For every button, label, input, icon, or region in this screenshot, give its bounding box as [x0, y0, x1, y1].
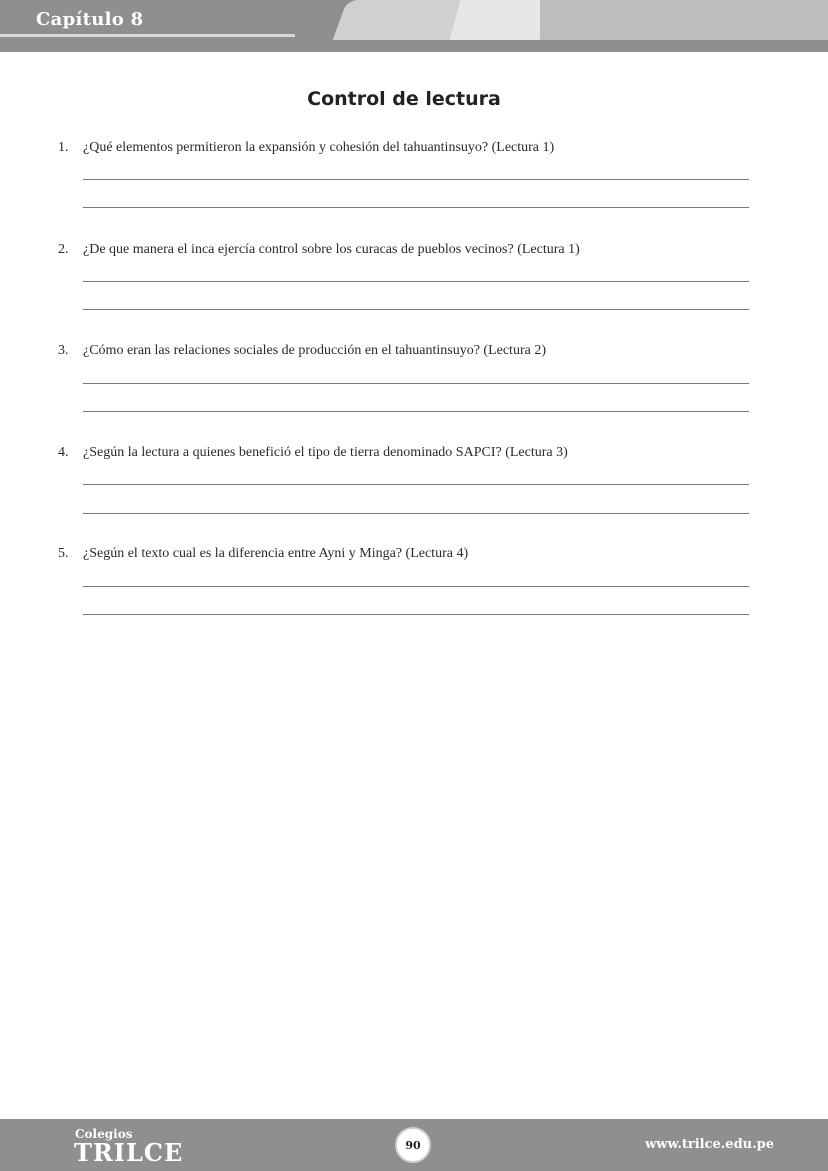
question-number: 5.: [58, 546, 69, 561]
question-number: 2.: [58, 242, 69, 257]
question-body: ¿Según la lectura a quienes benefició el tipo de tierra denominado SAPCI? (Lectura 3): [83, 445, 568, 460]
brand-logo: TRILCE: [74, 1138, 184, 1167]
question-body: ¿Según el texto cual es la diferencia entre Ayni y Minga? (Lectura 4): [83, 546, 469, 561]
question-item: [58, 139, 758, 157]
question-item: [58, 342, 758, 360]
answer-line[interactable]: [83, 484, 749, 485]
answer-line[interactable]: [83, 513, 749, 514]
question-number: 1.: [58, 140, 69, 155]
question-body: ¿Cómo eran las relaciones sociales de producción en el tahuantinsuyo? (Lectura 2): [83, 343, 546, 358]
question-body: ¿Qué elementos permitieron la expansión y cohesión del tahuantinsuyo? (Lectura 1): [83, 140, 555, 155]
page-title: Control de lectura: [307, 88, 501, 110]
question-item: [58, 241, 758, 259]
question-text: [58, 545, 758, 563]
website-link[interactable]: www.trilce.edu.pe: [645, 1137, 774, 1152]
question-number: 3.: [58, 343, 69, 358]
question-text: [58, 444, 758, 462]
question-text: [58, 241, 758, 259]
question-item: [58, 545, 758, 563]
question-text: [58, 139, 758, 157]
chapter-label: Capítulo 8: [36, 9, 144, 30]
brand-prefix: Colegios: [75, 1127, 133, 1141]
answer-line[interactable]: [83, 179, 749, 180]
header-decoration: [450, 0, 551, 40]
answer-line[interactable]: [83, 207, 749, 208]
question-number: 4.: [58, 445, 69, 460]
header-underline: [0, 34, 295, 37]
page-number: 90: [395, 1127, 431, 1163]
page-footer: [0, 1119, 828, 1171]
question-text: [58, 342, 758, 360]
answer-line[interactable]: [83, 411, 749, 412]
answer-line[interactable]: [83, 586, 749, 587]
answer-line[interactable]: [83, 614, 749, 615]
header-decoration: [540, 0, 828, 40]
question-item: [58, 444, 758, 462]
answer-line[interactable]: [83, 309, 749, 310]
answer-line[interactable]: [83, 383, 749, 384]
question-body: ¿De que manera el inca ejercía control sobre los curacas de pueblos vecinos? (Lectura 1): [83, 242, 580, 257]
answer-line[interactable]: [83, 281, 749, 282]
page-header: [0, 0, 828, 52]
